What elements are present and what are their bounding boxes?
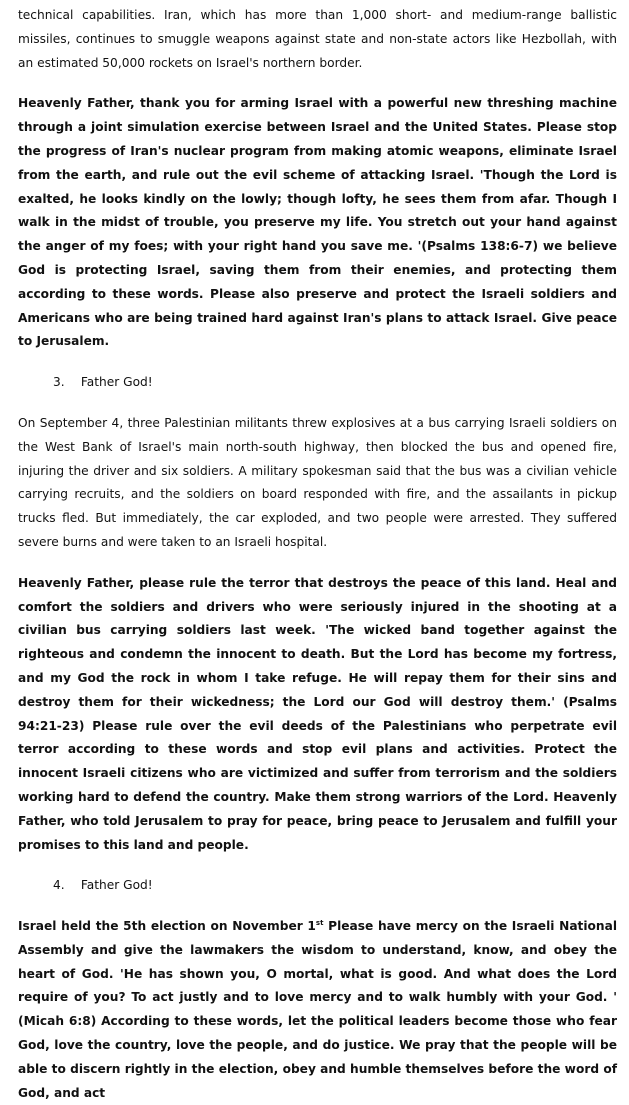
prayer-paragraph — [18, 915, 617, 1105]
body-paragraph: On September 4, three Palestinian militants threw explosives at a bus carrying Israeli soldiers on the West Bank of Israel's main north-south highway, then blocked the bus and opened fire, injuring the driver and six soldiers. A military spokesman said that the bus was a civilian vehicle carrying recruits, and the soldiers on board responded with fire, and the assailants in pickup trucks fled. But immediately, the car exploded, and two people were arrested. They suffered severe burns and were taken to an Israeli hospital. — [18, 415, 617, 549]
body-paragraph: technical capabilities. Iran, which has more than 1,000 short- and medium-range ballistic missiles, continues to smuggle weapons against state and non-state actors like Hezbollah, with an estimated 50,000 rockets on Israel's northern border. — [18, 8, 617, 70]
section-title: Father God! — [80, 878, 153, 893]
prayer-paragraph: Heavenly Father, thank you for arming Israel with a powerful new threshing machine through a joint simulation exercise between Israel and the United States. Please stop the progress of Iran's nuclear program from making atomic weapons, eliminate Israel from the earth, and rule out the evil scheme of attacking Israel. 'Though the Lord is exalted, he looks kindly on the lowly; though lofty, he sees them from afar. Though I walk in the midst of trouble, you preserve my life. You stretch out your hand against the anger of my foes; with your right hand you save me. '(Psalms 138:6-7) we believe God is protecting Israel, saving them from their enemies, and protecting them according to these words. Please also preserve and protect the Israeli soldiers and Americans who are being trained hard against Iran's plans to attack Israel. Give peace to Jerusalem. — [18, 96, 617, 349]
section-heading-3 — [18, 371, 617, 395]
ordinal-suffix: st — [315, 919, 324, 928]
section-heading-4 — [18, 874, 617, 898]
section-title: Father God! — [80, 375, 153, 390]
prayer-text-rest: Please have mercy on the Israeli National Assembly and give the lawmakers the wisdom to understand, know, and obey the heart of God. 'He has shown you, O mortal, what is good. And what does the Lord require of you? To act justly and to love mercy and to walk humbly with your God. ' (Micah 6:8) According to these words, let the political leaders become those who fear God, love the country, love the people, and do justice. We pray that the people will be able to discern rightly in the election, obey and humble themselves before the word of God, and act — [18, 919, 618, 1100]
prayer-text-start: Israel held the 5th election on November 1 — [18, 919, 316, 934]
document-page — [18, 0, 617, 1105]
section-number: 4. — [53, 878, 65, 893]
prayer-paragraph: Heavenly Father, please rule the terror that destroys the peace of this land. Heal and comfort the soldiers and drivers who were seriously injured in the shooting at a civilian bus carrying soldiers last week. 'The wicked band together against the righteous and condemn the innocent to death. But the Lord has become my fortress, and my God the rock in whom I take refuge. He will repay them for their sins and destroy them for their wickedness; the Lord our God will destroy them.' (Psalms 94:21-23) Please rule over the evil deeds of the Palestinians who perpetrate evil terror according to these words and stop evil plans and activities. Protect the innocent Israeli citizens who are victimized and suffer from terrorism and the soldiers working hard to defend the country. Make them strong warriors of the Lord. Heavenly Father, who told Jerusalem to pray for peace, bring peace to Jerusalem and fulfill your promises to this land and people. — [18, 575, 617, 852]
section-number: 3. — [53, 375, 65, 390]
